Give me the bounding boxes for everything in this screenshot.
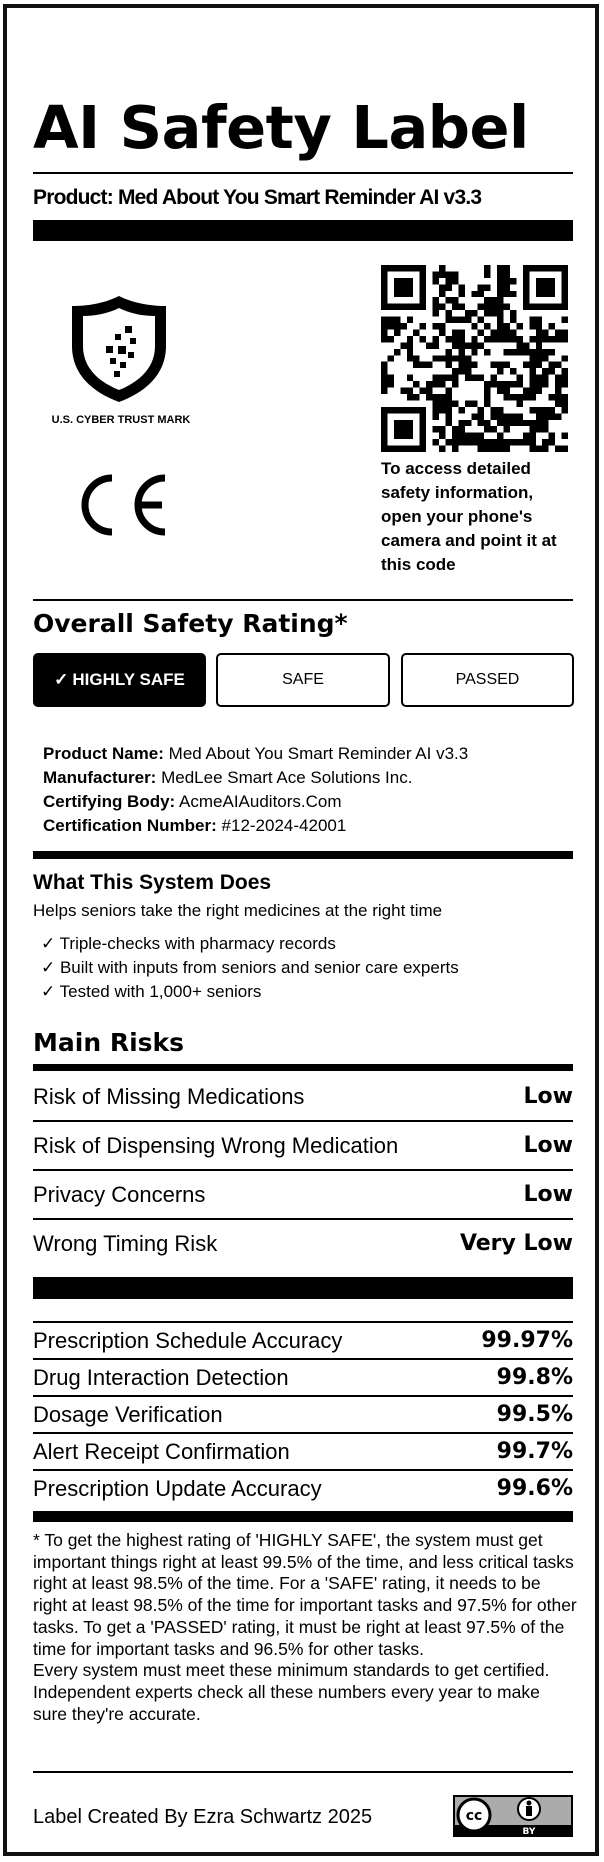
risk-row — [33, 1073, 573, 1120]
metric-row — [33, 1434, 573, 1469]
risk-row — [33, 1122, 573, 1169]
metric-label: Prescription Update Accuracy — [33, 1475, 322, 1501]
risk-value: Low — [523, 1133, 573, 1158]
creative-commons-by-icon — [453, 1795, 573, 1837]
footnote-standards: Every system must meet these minimum standards to get certified. Independent experts check all these numbers every year to make sure they're accurate. — [33, 1660, 550, 1724]
what-summary: Helps seniors take the right medicines at the right time — [33, 901, 443, 920]
ce-mark-icon — [72, 470, 172, 540]
risk-label: Risk of Dispensing Wrong Medication — [33, 1132, 399, 1158]
product-line: Product: Med About You Smart Reminder AI v3.3 — [33, 186, 482, 209]
divider-thick — [33, 1277, 573, 1299]
metric-label: Drug Interaction Detection — [33, 1364, 289, 1390]
risk-label: Risk of Missing Medications — [33, 1083, 305, 1109]
rating-option-label: PASSED — [455, 671, 520, 688]
cyber-trust-shield-icon — [70, 294, 168, 404]
divider-thick — [33, 1511, 573, 1522]
footnote-criteria: * To get the highest rating of 'HIGHLY SAFE', the system must get important things right at least 99.5% of the time, and less critical tasks right at least 98.5% of the time. For a 'SAFE' rating, it needs to be right at least 98.5% of the time for important tasks and 97.5% for other tasks. To get a 'PASSED' rating, it must be right at least 97.5% of the time for important tasks and 96.5% for other tasks. — [33, 1530, 577, 1659]
rating-badge-passed — [401, 653, 574, 707]
certifying-body: AcmeAIAuditors.Com — [179, 792, 342, 811]
risk-row — [33, 1220, 573, 1267]
risk-row — [33, 1171, 573, 1218]
label-title: AI Safety Label — [33, 93, 529, 162]
divider — [33, 172, 573, 174]
rating-option-label: SAFE — [282, 671, 324, 688]
risks-heading: Main Risks — [33, 1028, 185, 1057]
risk-value: Very Low — [459, 1231, 573, 1256]
divider-thick — [33, 1064, 573, 1071]
metric-row — [33, 1397, 573, 1432]
rating-badge-highly-safe — [33, 653, 206, 707]
divider — [33, 1771, 573, 1773]
feature-item: ✓ Triple-checks with pharmacy records — [41, 934, 336, 953]
metric-row — [33, 1471, 573, 1506]
divider-thick — [33, 220, 573, 241]
label-credit: Label Created By Ezra Schwartz 2025 — [33, 1806, 373, 1828]
risk-value: Low — [523, 1084, 573, 1109]
feature-list — [41, 932, 459, 1004]
risk-label: Privacy Concerns — [33, 1181, 206, 1207]
cc-text: cc — [465, 1808, 483, 1824]
risk-value: Low — [523, 1182, 573, 1207]
by-text: BY — [522, 1827, 536, 1837]
feature-item: ✓ Tested with 1,000+ seniors — [41, 982, 262, 1001]
metric-row — [33, 1360, 573, 1395]
risk-label: Wrong Timing Risk — [33, 1230, 218, 1256]
metric-value: 99.8% — [496, 1365, 573, 1390]
manufacturer-label: Manufacturer: — [43, 768, 157, 787]
qr-code[interactable] — [381, 265, 568, 452]
qr-caption: To access detailed safety information, open your phone's camera and point it at this code — [381, 459, 557, 574]
metric-value: 99.5% — [496, 1402, 573, 1427]
divider-thick — [33, 851, 573, 859]
check-icon: ✓ — [54, 670, 69, 689]
rating-option-label: HIGHLY SAFE — [72, 670, 185, 689]
rating-heading: Overall Safety Rating* — [33, 609, 348, 638]
divider — [33, 599, 573, 601]
product-name-label: Product Name: — [43, 744, 164, 763]
cert-number-label: Certification Number: — [43, 816, 217, 835]
trust-mark-caption: U.S. CYBER TRUST MARK — [51, 414, 191, 426]
product-info — [43, 742, 468, 838]
metric-value: 99.6% — [496, 1476, 573, 1501]
footnote — [33, 1530, 578, 1725]
metric-value: 99.97% — [481, 1328, 573, 1353]
metric-label: Prescription Schedule Accuracy — [33, 1327, 343, 1353]
what-heading: What This System Does — [33, 871, 272, 894]
cert-number: #12-2024-42001 — [221, 816, 347, 835]
metric-label: Alert Receipt Confirmation — [33, 1438, 290, 1464]
metric-label: Dosage Verification — [33, 1401, 223, 1427]
product-name: Med About You Smart Reminder AI v3.3 — [168, 744, 469, 763]
rating-badge-safe — [216, 653, 390, 707]
manufacturer: MedLee Smart Ace Solutions Inc. — [161, 768, 413, 787]
feature-item: ✓ Built with inputs from seniors and senior care experts — [41, 958, 459, 977]
metric-value: 99.7% — [496, 1439, 573, 1464]
certifying-body-label: Certifying Body: — [43, 792, 176, 811]
metric-row — [33, 1323, 573, 1358]
